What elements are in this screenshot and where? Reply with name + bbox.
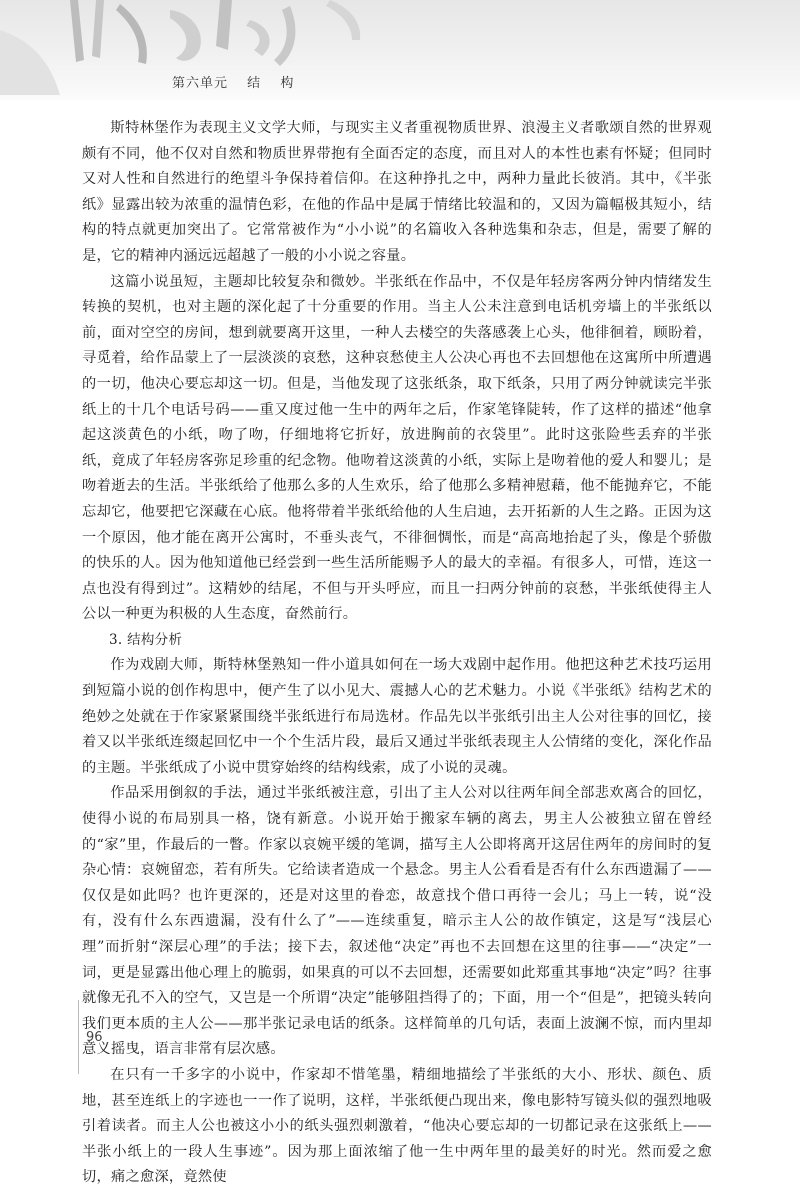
unit-label: 第六单元 bbox=[172, 76, 229, 91]
chapter-header-band bbox=[0, 0, 800, 100]
page-margin-rule bbox=[78, 1000, 79, 1074]
unit-title bbox=[172, 72, 294, 91]
section-heading-structure-analysis: 3. 结构分析 bbox=[109, 631, 183, 648]
paragraph-3: 作为戏剧大师，斯特林堡熟知一件小道具如何在一场大戏剧中起作用。他把这种艺术技巧运用到短篇小说的创作构思中，便产生了以小见大、震撼人心的艺术魅力。小说《半张纸》结构艺术的绝妙之处就在于作家紧紧围绕半张纸进行布局选材。作品先以半张纸引出主人公对往事的回忆，接着又以半张纸连缀起回忆中一个个生活片段，最后又通过半张纸表现主人公情绪的变化，深化作品的主题。半张纸成了小说中贯穿始终的结构线索，成了小说的灵魂。 bbox=[82, 657, 712, 776]
topic-label: 结 bbox=[247, 76, 262, 91]
topic-label-end: 构 bbox=[280, 76, 295, 91]
paragraph-1: 斯特林堡作为表现主义文学大师，与现实主义者重视物质世界、浪漫主义者歌颂自然的世界观颇有不同，他不仅对自然和物质世界带抱有全面否定的态度，而且对人的本性也素有怀疑；但同时又对人性和自然进行的绝望斗争保持着信仰。在这种挣扎之中，两种力量此长彼消。其中，《半张纸》显露出较为浓重的温情色彩，在他的作品中是属于情绪比较温和的，又因为篇幅极其短小，结构的特点就更加突出了。它常常被作为“小小说”的名篇收入各种选集和杂志，但是，需要了解的是，它的精神内涵远远超越了一般的小小说之容量。 bbox=[82, 120, 712, 264]
article-body bbox=[82, 116, 712, 1191]
page-number: 96 bbox=[86, 1030, 103, 1045]
paragraph-5: 在只有一千多字的小说中，作家却不惜笔墨，精细地描绘了半张纸的大小、形状、颜色、质地，甚至连纸上的字迹也一一作了说明，这样，半张纸便凸现出来，像电影特写镜头似的强烈地吸引着读者。而主人公也被这小小的纸头强烈刺激着，“他决心要忘却的一切都记录在这张纸上——半张小纸上的一段人生事迹”。因为那上面浓缩了他一生中两年里的最美好的时光。然而爱之愈切，痛之愈深，竟然使 bbox=[82, 1066, 712, 1186]
paragraph-2: 这篇小说虽短，主题却比较复杂和微妙。半张纸在作品中，不仅是年轻房客两分钟内情绪发生转换的契机，也对主题的深化起了十分重要的作用。当主人公未注意到电话机旁墙上的半张纸以前，面对空空的房间，想到就要离开这里，一种人去楼空的失落感袭上心头，他徘徊着，顾盼着，寻觅着，给作品蒙上了一层淡淡的哀愁，这种哀愁使主人公决心再也不去回想他在这寓所中所遭遇的一切，他决心要忘却这一切。但是，当他发现了这张纸条，取下纸条，只用了两分钟就读完半张纸上的十几个电话号码——重又度过他一生中的两年之后，作家笔锋陡转，作了这样的描述“他拿起这淡黄色的小纸，吻了吻，仔细地将它折好，放进胸前的衣袋里”。此时这张险些丢弃的半张纸，竟成了年轻房客弥足珍重的纪念物。他吻着这淡黄的小纸，实际上是吻着他的爱人和婴儿；是吻着逝去的生活。半张纸给了他那么多的人生欢乐，给了他那么多精神慰藉，他不能抛弃它，不能忘却它，他要把它深藏在心底。他将带着半张纸给他的人生启迪，去开拓新的人生之路。正因为这一个原因，他才能在离开公寓时，不垂头丧气，不徘徊惆怅，而是“高高地抬起了头，像是个骄傲的快乐的人。因为他知道他已经尝到一些生活所能赐予人的最大的幸福。有很多人，可惜，连这一点也没有得到过”。这精妙的结尾，不但与开头呼应，而且一扫两分钟前的哀愁，半张纸使得主人公以一种更为积极的人生态度，奋然前行。 bbox=[82, 273, 712, 623]
header-decorative-illustration bbox=[0, 0, 800, 100]
paragraph-4: 作品采用倒叙的手法，通过半张纸被注意，引出了主人公对以往两年间全部悲欢离合的回忆，使得小说的布局别具一格，饶有新意。小说开始于搬家车辆的离去，男主人公被独立留在曾经的“家”里，作最后的一瞥。作家以哀婉平缓的笔调，描写主人公即将离开这居住两年的房间时的复杂心情：哀婉留恋，若有所失。它给读者造成一个悬念。男主人公看看是否有什么东西遗漏了——仅仅是如此吗？也许更深的，还是对这里的眷恋，故意找个借口再待一会儿；马上一转，说“没有，没有什么东西遗漏，没有什么了”——连续重复，暗示主人公的故作镇定，这是写“浅层心理”而折射“深层心理”的手法；接下去，叙述他“决定”再也不去回想在这里的往事——“决定”一词，更是显露出他心理上的脆弱，如果真的可以不去回想，还需要如此郑重其事地“决定”吗？往事就像无孔不入的空气，又岂是一个所谓“决定”能够阻挡得了的；下面，用一个“但是”，把镜头转向我们更本质的主人公——那半张记录电话的纸条。这样简单的几句话，表面上波澜不惊，而内里却意义摇曳，语言非常有层次感。 bbox=[82, 785, 712, 1058]
